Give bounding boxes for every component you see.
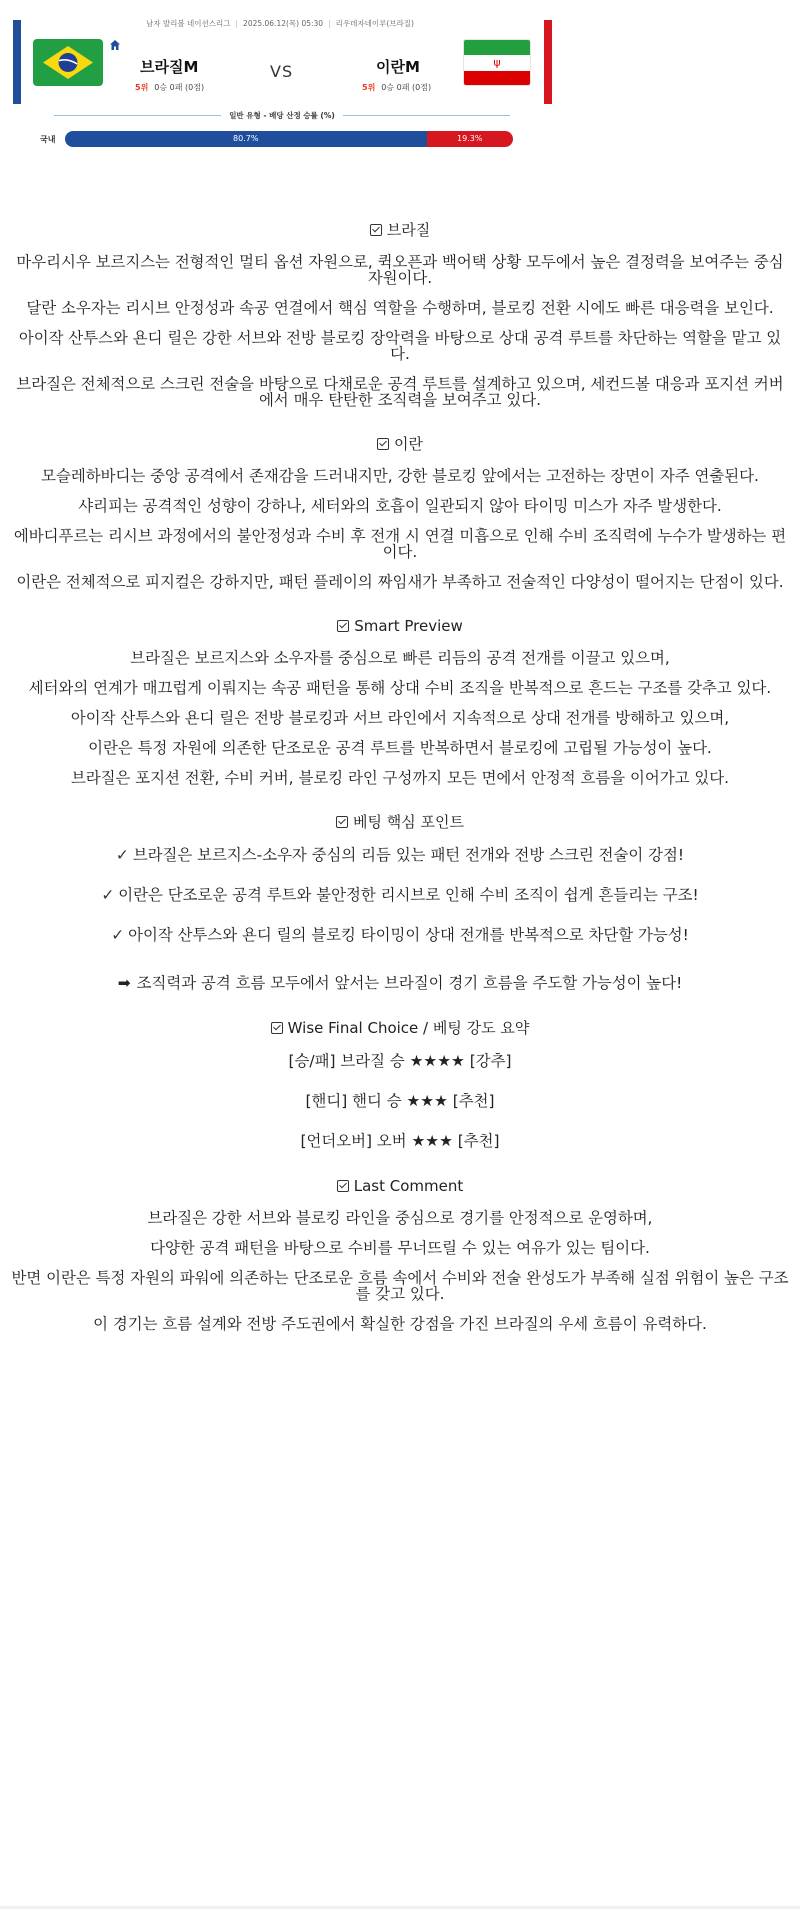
arrow-right-icon: ➡ [117, 974, 131, 992]
paragraph: 마우리시우 보르지스는 전형적인 멀티 옵션 자원으로, 퀵오픈과 백어택 상황 모두에서 높은 결정력을 보여주는 중심 자원이다. [16, 253, 784, 287]
pick-line: [핸디] 핸디 승 ★★★ [추천] [305, 1092, 495, 1110]
away-record [362, 82, 431, 93]
match-meta: 남자 발리볼 네이션스리그 | 2025.06.12(목) 05:30 | 리우데자네이루(브라질) [146, 19, 414, 28]
paragraph: 이 경기는 흐름 설계와 전방 주도권에서 확실한 강점을 가진 브라질의 우세 흐름이 유력하다. [93, 1315, 707, 1333]
match-datetime: 2025.06.12(목) 05:30 [243, 19, 324, 28]
probability-title: 일반 유형 - 배당 산정 승률 (%) [54, 110, 510, 121]
paragraph: 에바디푸르는 리시브 과정에서의 불안정성과 수비 후 전개 시 연결 미흡으로 인해 수비 조직력에 누수가 발생하는 편이다. [13, 527, 787, 561]
paragraph: 세터와의 연계가 매끄럽게 이뤄지는 속공 패턴을 통해 상대 수비 조직을 반복적으로 흔드는 구조를 갖추고 있다. [28, 679, 772, 697]
probability-bar [65, 131, 513, 147]
league-name: 남자 발리볼 네이션스리그 [146, 19, 231, 28]
section-title: Wise Final Choice / 베팅 강도 요약 [10, 1018, 790, 1038]
paragraph: 모슬레하바디는 중앙 공격에서 존재감을 드러내지만, 강한 블로킹 앞에서는 고전하는 장면이 자주 연출된다. [41, 467, 759, 485]
away-probability-segment: 19.3% [427, 131, 513, 147]
home-rank: 5위 [135, 83, 149, 92]
match-card [0, 0, 800, 160]
point-item: ✓ 이란은 단조로운 공격 루트와 불안정한 리시브로 인해 수비 조직이 쉽게 흔들리는 구조! [101, 886, 699, 904]
paragraph: 아이작 산투스와 욘디 릴은 강한 서브와 전방 블로킹 장악력을 바탕으로 상대 공격 루트를 차단하는 역할을 맡고 있다. [18, 329, 782, 363]
away-color-bar [544, 20, 552, 104]
last-comment-section [10, 1176, 790, 1332]
point-item: ✓ 아이작 산투스와 욘디 릴의 블로킹 타이밍이 상대 전개를 반복적으로 차단할 가능성! [111, 926, 689, 944]
checkbox-icon [377, 438, 389, 450]
home-record [135, 82, 204, 93]
section-title: Smart Preview [10, 616, 790, 636]
iran-flag [463, 39, 531, 86]
paragraph: 브라질은 전체적으로 스크린 전술을 바탕으로 다채로운 공격 루트를 설계하고 있으며, 세컨드볼 대응과 포지션 커버에서 매우 탄탄한 조직력을 보여주고 있다. [16, 375, 784, 409]
brazil-flag [33, 39, 103, 86]
pick-line: [언더오버] 오버 ★★★ [추천] [300, 1132, 500, 1150]
away-team-name: 이란M [376, 58, 420, 76]
home-probability-segment: 80.7% [65, 131, 427, 147]
brazil-section [10, 220, 790, 408]
checkbox-icon [337, 1180, 349, 1192]
paragraph: 달란 소우자는 리시브 안정성과 속공 연결에서 핵심 역할을 수행하며, 블로킹 전환 시에도 빠른 대응력을 보인다. [26, 299, 774, 317]
section-title: Last Comment [10, 1176, 790, 1196]
checkbox-icon [271, 1022, 283, 1034]
paragraph: 이란은 전체적으로 피지컬은 강하지만, 패턴 플레이의 짜임새가 부족하고 전술적인 다양성이 떨어지는 단점이 있다. [16, 573, 784, 591]
paragraph: 다양한 공격 패턴을 바탕으로 수비를 무너뜨릴 수 있는 여유가 있는 팀이다. [150, 1239, 650, 1257]
home-icon [109, 39, 121, 51]
probability-row-label: 국내 [40, 135, 56, 144]
paragraph: 이란은 특정 자원에 의존한 단조로운 공격 루트를 반복하면서 블로킹에 고립될 가능성이 높다. [88, 739, 712, 757]
match-venue: 리우데자네이루(브라질) [335, 19, 414, 28]
vs-label: VS [270, 62, 294, 81]
paragraph: 브라질은 보르지스와 소우자를 중심으로 빠른 리듬의 공격 전개를 이끌고 있으며, [130, 649, 670, 667]
pick-line: [승/패] 브라질 승 ★★★★ [강추] [288, 1052, 512, 1070]
betting-points-section [10, 812, 790, 992]
away-rank: 5위 [362, 83, 376, 92]
checkbox-icon [336, 816, 348, 828]
final-choice-section [10, 1018, 790, 1150]
smart-preview-section [10, 616, 790, 786]
paragraph: 샤리피는 공격적인 성향이 강하나, 세터와의 호흡이 일관되지 않아 타이밍 미스가 자주 발생한다. [78, 497, 722, 515]
home-team-name: 브라질M [140, 58, 199, 76]
paragraph: 브라질은 포지션 전환, 수비 커버, 블로킹 라인 구성까지 모든 면에서 안정적 흐름을 이어가고 있다. [70, 769, 730, 787]
article-body [10, 210, 790, 1358]
home-color-bar [13, 20, 21, 104]
checkbox-icon [337, 620, 349, 632]
away-record-text: 0승 0패 (0점) [381, 83, 432, 92]
iran-section [10, 434, 790, 590]
check-mark-icon: ✓ [115, 846, 129, 864]
conclusion: ➡ 조직력과 공격 흐름 모두에서 앞서는 브라질이 경기 흐름을 주도할 가능성이 높다! [117, 974, 683, 992]
check-mark-icon: ✓ [101, 886, 115, 904]
section-title: 이란 [10, 434, 790, 454]
paragraph: 브라질은 강한 서브와 블로킹 라인을 중심으로 경기를 안정적으로 운영하며, [147, 1209, 653, 1227]
section-title: 브라질 [10, 220, 790, 240]
iran-emblem-icon: ψ [493, 56, 501, 70]
point-item: ✓ 브라질은 보르지스-소우자 중심의 리듬 있는 패턴 전개와 전방 스크린 전술이 강점! [115, 846, 685, 864]
checkbox-icon [370, 224, 382, 236]
section-title: 베팅 핵심 포인트 [10, 812, 790, 832]
home-record-text: 0승 0패 (0점) [154, 83, 205, 92]
check-mark-icon: ✓ [111, 926, 125, 944]
paragraph: 반면 이란은 특정 자원의 파워에 의존하는 단조로운 흐름 속에서 수비와 전술 완성도가 부족해 실점 위험이 높은 구조를 갖고 있다. [11, 1269, 789, 1303]
paragraph: 아이작 산투스와 욘디 릴은 전방 블로킹과 서브 라인에서 지속적으로 상대 전개를 방해하고 있으며, [70, 709, 730, 727]
